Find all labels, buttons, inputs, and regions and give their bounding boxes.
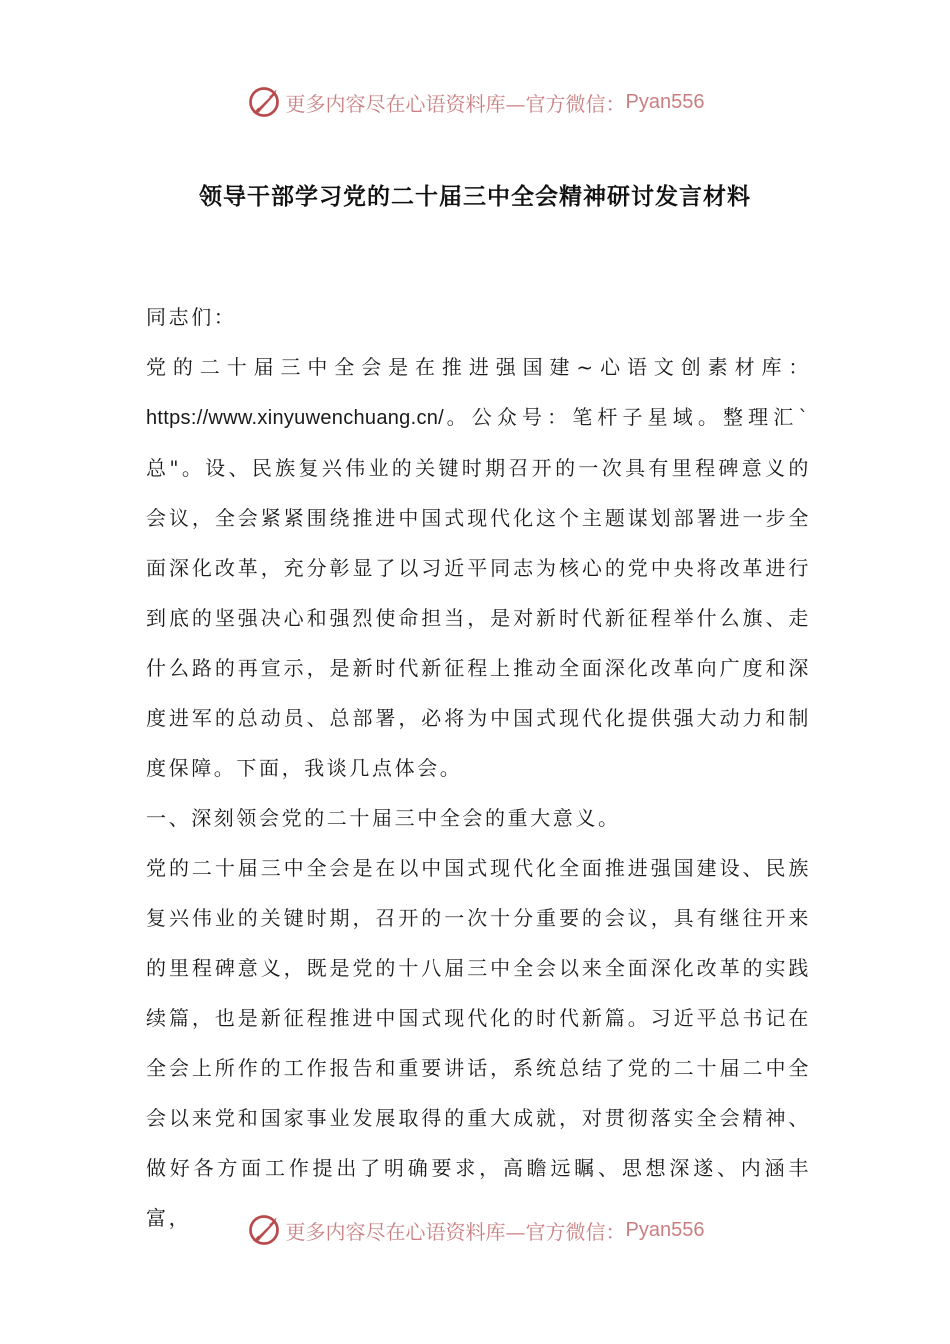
pen-logo-icon <box>246 1212 282 1248</box>
banner-wechat-handle: Pyan556 <box>625 90 705 113</box>
paragraph-1 <box>146 342 811 793</box>
page-title: 领导干部学习党的二十届三中全会精神研讨发言材料 <box>199 184 751 210</box>
paragraph-1-rest: 。公众号：笔杆子星域。整理汇`总"。设、民族复兴伟业的关键时期召开的一次具有里程碑意义的会议，全会紧紧围绕推进中国式现代化这个主题谋划部署进一步全面深化改革，充分彰显了以习近平同志为核心的党中央将改革进行到底的坚强决心和强烈使命担当，是对新时代新征程举什么旗、走什么路的再宣示，是新时代新征程上推动全面深化改革向广度和深度进军的总动员、总部署，必将为中国式现代化提供强大动力和制度保障。下面，我谈几点体会。 <box>146 405 811 780</box>
section-heading-1: 一、深刻领会党的二十届三中全会的重大意义。 <box>146 806 621 830</box>
banner-text: 更多内容尽在心语资料库—官方微信： <box>285 91 626 116</box>
salutation: 同志们： <box>146 305 237 329</box>
banner-text: 更多内容尽在心语资料库—官方微信： <box>285 1219 626 1244</box>
pen-logo-icon <box>246 84 282 120</box>
banner-wechat-handle: Pyan556 <box>625 1218 705 1241</box>
footer-banner <box>0 1208 950 1252</box>
source-url: https://www.xinyuwenchuang.cn/ <box>146 407 445 429</box>
paragraph-2: 党的二十届三中全会是在以中国式现代化全面推进强国建设、民族复兴伟业的关键时期，召开的一次十分重要的会议，具有继往开来的里程碑意义，既是党的十八届三中全会以来全面深化改革的实践续篇，也是新征程推进中国式现代化的时代新篇。习近平总书记在全会上所作的工作报告和重要讲话，系统总结了党的二十届二中全会以来党和国家事业发展取得的重大成就，对贯彻落实全会精神、做好各方面工作提出了明确要求，高瞻远瞩、思想深遂、内涵丰富， <box>146 856 811 1230</box>
document-body <box>146 292 811 1243</box>
header-banner <box>0 80 950 124</box>
paragraph-1-lead: 党的二十届三中全会是在推进强国建~心语文创素材库： <box>146 355 811 379</box>
